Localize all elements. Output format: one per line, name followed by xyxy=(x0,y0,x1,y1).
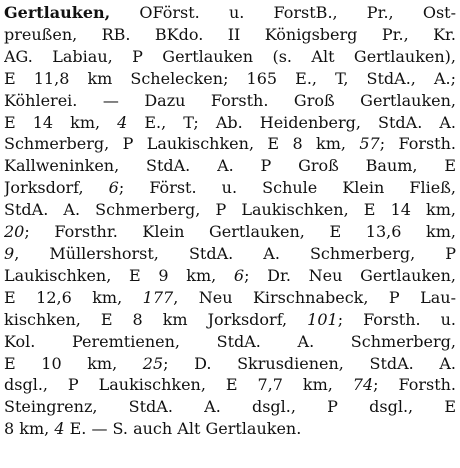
entry-line-1 xyxy=(4,2,456,24)
population-figure: 6 xyxy=(108,178,119,198)
line-segment: ; Forsth. xyxy=(373,375,456,395)
entry-line-17 xyxy=(4,353,456,375)
population-figure: 177 xyxy=(142,287,174,307)
entry-line-11 xyxy=(4,221,456,243)
entry-line-7 xyxy=(4,133,456,155)
population-figure: 74 xyxy=(352,375,374,395)
entry-headword: Gertlauken, xyxy=(4,3,111,22)
line-segment: E. — S. auch Alt Gertlauken. xyxy=(64,419,302,439)
line-segment: OFörst. u. ForstB., Pr., Ost- xyxy=(110,3,456,22)
line-segment: ; Forsth. u. xyxy=(337,309,456,329)
entry-line-6 xyxy=(4,112,456,134)
line-segment: Schmerberg, P Laukischken, E 8 km, xyxy=(4,134,360,154)
line-segment: ; D. Skrusdienen, StdA. A. xyxy=(163,353,456,373)
line-segment: ; Dr. Neu Gertlauken, xyxy=(244,265,456,285)
line-segment: 8 km, xyxy=(4,419,55,439)
line-segment: E 10 km, xyxy=(4,353,143,373)
line-segment: E 12,6 km, xyxy=(4,287,143,307)
line-segment: kischken, E 8 km Jorksdorf, xyxy=(4,309,308,329)
line-segment: , Neu Kirschnabeck, P Lau- xyxy=(173,287,456,307)
line-segment: E 11,8 km Schelecken; 165 E., T, StdA., A.; xyxy=(4,68,456,88)
entry-line-4 xyxy=(4,68,456,90)
entry-line-5 xyxy=(4,90,456,112)
entry-line-13 xyxy=(4,265,456,287)
entry-line-8 xyxy=(4,155,456,177)
population-figure: 9 xyxy=(4,243,15,263)
line-segment: E 14 km, xyxy=(4,112,118,132)
population-figure: 25 xyxy=(142,353,164,373)
line-segment: Steingrenz, StdA. A. dsgl., P dsgl., E xyxy=(4,397,456,417)
line-segment: preußen, RB. BKdo. II Königsberg Pr., Kr. xyxy=(4,24,456,44)
population-figure: 6 xyxy=(233,265,245,285)
line-segment: ; Forsth. xyxy=(379,134,456,154)
line-segment: dsgl., P Laukischken, E 7,7 km, xyxy=(4,375,353,395)
line-segment: AG. Labiau, P Gertlauken (s. Alt Gertlauken), xyxy=(4,46,456,66)
entry-line-18 xyxy=(4,374,456,396)
entry-line-16 xyxy=(4,331,456,353)
entry-line-9 xyxy=(4,177,456,199)
population-figure: 4 xyxy=(54,419,65,439)
population-figure: 57 xyxy=(359,134,380,154)
line-segment: Kallweninken, StdA. A. P Groß Baum, E xyxy=(4,156,456,176)
line-segment: E., T; Ab. Heidenberg, StdA. A. xyxy=(127,112,456,132)
line-segment: Köhlerei. — Dazu Forsth. Groß Gertlauken, xyxy=(4,90,456,110)
entry-line-12 xyxy=(4,243,456,265)
population-figure: 4 xyxy=(117,112,128,132)
line-segment: , Müllershorst, StdA. A. Schmerberg, P xyxy=(14,243,456,263)
line-segment: Jorksdorf, xyxy=(4,178,109,198)
line-segment: ; Först. u. Schule Klein Fließ, xyxy=(118,178,456,198)
line-segment: StdA. A. Schmerberg, P Laukischken, E 14 km, xyxy=(4,200,456,220)
entry-line-14 xyxy=(4,287,456,309)
entry-line-15 xyxy=(4,309,456,331)
line-segment: ; Forsthr. Klein Gertlauken, E 13,6 km, xyxy=(24,222,456,242)
gazetteer-entry xyxy=(4,2,456,440)
population-figure: 101 xyxy=(307,309,338,329)
entry-line-3 xyxy=(4,46,456,68)
line-segment: Kol. Peremtienen, StdA. A. Schmerberg, xyxy=(4,331,456,351)
entry-line-20 xyxy=(4,418,456,440)
population-figure: 20 xyxy=(4,222,25,242)
line-segment: Laukischken, E 9 km, xyxy=(4,265,234,285)
entry-line-2 xyxy=(4,24,456,46)
entry-line-10 xyxy=(4,199,456,221)
entry-line-19 xyxy=(4,396,456,418)
